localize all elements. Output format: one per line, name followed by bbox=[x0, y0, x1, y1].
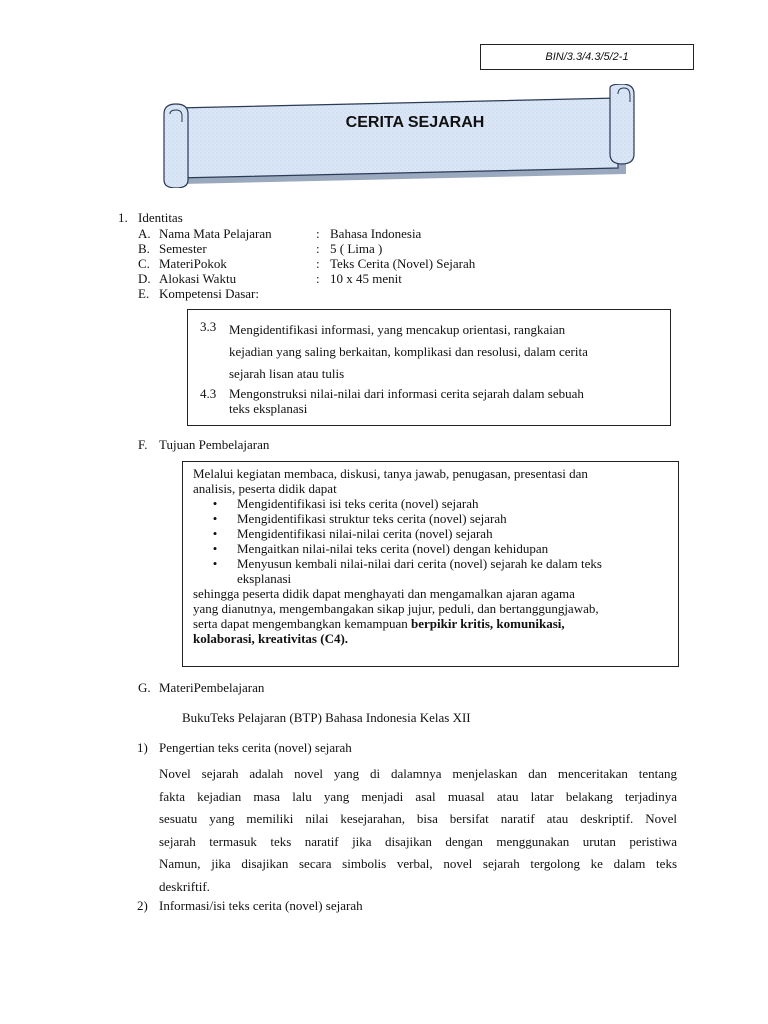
list-item bbox=[193, 511, 669, 526]
tujuan-closing-line-wrap bbox=[193, 616, 669, 631]
identitas-letter: E. bbox=[138, 286, 150, 301]
identitas-value: Bahasa Indonesia bbox=[330, 226, 422, 241]
kd-number: 4.3 bbox=[200, 386, 217, 401]
identitas-number: 1. bbox=[118, 210, 128, 225]
paragraph-line: sejarah termasuk teks naratif jika disajikan dengan menggunakan urutan peristiwa bbox=[159, 833, 677, 849]
identitas-label: Kompetensi Dasar: bbox=[159, 286, 260, 301]
section-heading: MateriPembelajaran bbox=[159, 680, 265, 695]
identitas-letter: B. bbox=[138, 241, 150, 256]
list-item-continued bbox=[193, 571, 669, 586]
identitas-sep: : bbox=[316, 256, 320, 271]
list-item-text: Menyusun kembali nilai-nilai dari cerita (novel) sejarah ke dalam teks bbox=[237, 556, 602, 571]
section-letter: F. bbox=[138, 437, 148, 452]
identitas-sep: : bbox=[316, 226, 320, 241]
bullet-icon: • bbox=[212, 556, 218, 571]
tujuan-closing-line: yang dianutnya, mengembangakan sikap jujur, peduli, dan bertanggungjawab, bbox=[193, 601, 599, 616]
identitas-label: MateriPokok bbox=[159, 256, 227, 271]
tujuan-intro-line: Melalui kegiatan membaca, diskusi, tanya jawab, penugasan, presentasi dan bbox=[193, 466, 588, 481]
list-item-text: Mengidentifikasi struktur teks cerita (novel) sejarah bbox=[237, 511, 507, 526]
tujuan-closing-line: serta dapat mengembangkan kemampuan bbox=[193, 616, 412, 631]
bullet-icon: • bbox=[212, 526, 218, 541]
list-item-text: Mengidentifikasi nilai-nilai cerita (novel) sejarah bbox=[237, 526, 493, 541]
kd-number: 3.3 bbox=[200, 319, 217, 334]
tujuan-skills: kolaborasi, kreativitas (C4). bbox=[193, 631, 349, 646]
identitas-row bbox=[138, 256, 558, 271]
document-code: BIN/3.3/4.3/5/2-1 bbox=[545, 51, 629, 63]
section-heading: Tujuan Pembelajaran bbox=[159, 437, 270, 452]
identitas-sep: : bbox=[316, 241, 320, 256]
bullet-icon: • bbox=[212, 496, 218, 511]
tujuan-closing-line: sehingga peserta didik dapat menghayati dan mengamalkan ajaran agama bbox=[193, 586, 575, 601]
identitas-row bbox=[138, 286, 558, 301]
page-title: CERITA SEJARAH bbox=[345, 114, 485, 131]
list-item-text: Mengidentifikasi isi teks cerita (novel) sejarah bbox=[237, 496, 479, 511]
identitas-row bbox=[138, 241, 558, 256]
tujuan-skills: berpikir kritis, komunikasi, bbox=[411, 616, 565, 631]
identitas-sep: : bbox=[316, 271, 320, 286]
identitas-value: 5 ( Lima ) bbox=[330, 241, 383, 256]
materi-book: BukuTeks Pelajaran (BTP) Bahasa Indonesia Kelas XII bbox=[182, 710, 471, 725]
materi-paragraph bbox=[159, 763, 677, 899]
document-code-box bbox=[480, 44, 694, 70]
kd-text bbox=[229, 386, 584, 416]
kd-line: teks eksplanasi bbox=[229, 401, 308, 416]
identitas-heading: Identitas bbox=[138, 210, 183, 225]
identitas-label: Nama Mata Pelajaran bbox=[159, 226, 272, 241]
paragraph-line: sesuatu yang memiliki nilai kesejarahan, bisa bersifat naratif atau deskriptif. Novel bbox=[159, 811, 677, 827]
list-item-text: eksplanasi bbox=[237, 571, 292, 586]
tujuan-intro-line: analisis, peserta didik dapat bbox=[193, 481, 337, 496]
kd-line: kejadian yang saling berkaitan, komplikasi dan resolusi, dalam cerita bbox=[229, 344, 588, 359]
item-heading: Informasi/isi teks cerita (novel) sejarah bbox=[159, 898, 363, 913]
paragraph-line: deskriftif. bbox=[159, 878, 210, 894]
list-item bbox=[193, 541, 669, 556]
tujuan-content bbox=[193, 466, 669, 646]
identitas-letter: C. bbox=[138, 256, 150, 271]
identitas-row bbox=[138, 271, 558, 286]
identitas-letter: A. bbox=[138, 226, 151, 241]
identitas-label: Alokasi Waktu bbox=[159, 271, 237, 286]
identitas-list bbox=[138, 226, 558, 301]
item-number: 2) bbox=[137, 898, 148, 913]
paragraph-line: Novel sejarah adalah novel yang di dalamnya menjelaskan dan menceritakan tentang bbox=[159, 766, 677, 781]
identitas-value: 10 x 45 menit bbox=[330, 271, 402, 286]
bullet-icon: • bbox=[212, 541, 218, 556]
list-item bbox=[193, 526, 669, 541]
kd-line: Mengidentifikasi informasi, yang mencakup orientasi, rangkaian bbox=[229, 322, 566, 337]
kd-text bbox=[229, 319, 588, 385]
identitas-row bbox=[138, 226, 558, 241]
identitas-label: Semester bbox=[159, 241, 207, 256]
kd-line: Mengonstruksi nilai-nilai dari informasi cerita sejarah dalam sebuah bbox=[229, 386, 584, 401]
item-number: 1) bbox=[137, 740, 148, 755]
identitas-value: Teks Cerita (Novel) Sejarah bbox=[330, 256, 476, 271]
paragraph-line: fakta kejadian masa lalu yang menjadi asal muasal atau latar belakang terjadinya bbox=[159, 788, 677, 804]
kompetensi-dasar-box bbox=[187, 309, 671, 426]
item-heading: Pengertian teks cerita (novel) sejarah bbox=[159, 740, 352, 755]
identitas-letter: D. bbox=[138, 271, 151, 286]
list-item bbox=[193, 556, 669, 571]
section-letter: G. bbox=[138, 680, 151, 695]
list-item bbox=[193, 496, 669, 511]
kd-line: sejarah lisan atau tulis bbox=[229, 366, 345, 381]
tujuan-box bbox=[182, 461, 679, 667]
list-item-text: Mengaitkan nilai-nilai teks cerita (novel) dengan kehidupan bbox=[237, 541, 549, 556]
bullet-icon: • bbox=[212, 511, 218, 526]
scroll-banner bbox=[156, 84, 642, 188]
paragraph-line: Namun, jika disajikan secara simbolis verbal, novel sejarah tergolong ke dalam teks bbox=[159, 856, 677, 872]
